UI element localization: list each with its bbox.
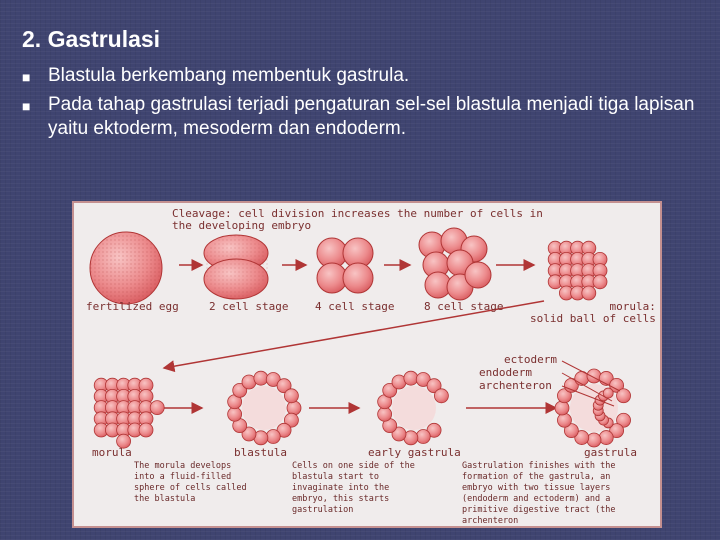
eight-cell-stage-cell	[419, 228, 491, 300]
early-gastrula-ring	[378, 371, 449, 445]
square-bullet-icon: ■	[22, 98, 31, 114]
bullet-item	[22, 64, 712, 88]
stage-label: 2 cell stage	[209, 300, 289, 313]
stage-note: The morula develops into a fluid-filled sphere of cells called the blastula	[134, 461, 247, 504]
stage-note: Gastrulation finishes with the formation of the gastrula, an embryo with two tissue layers (endoderm and ectoderm) and a primitive digestive tract (the archenteron	[462, 461, 616, 526]
stage-note: Cells on one side of the blastula start to invaginate into the embryo, this starts gastrulation	[292, 461, 415, 515]
stage-label: blastula	[234, 446, 287, 459]
diagram-caption: Cleavage: cell division increases the number of cells in the developing embryo	[172, 207, 543, 232]
morula-bottom-cluster	[94, 378, 164, 448]
gastrulation-diagram	[72, 201, 662, 528]
morula-cell-cluster	[548, 241, 607, 300]
layer-label: ectoderm	[504, 353, 557, 366]
stage-label: early gastrula	[368, 446, 461, 459]
stage-label: 4 cell stage	[315, 300, 395, 313]
bullet-text: Pada tahap gastrulasi terjadi pengaturan sel-sel blastula menjadi tiga lapisan yaitu ektoderm, mesoderm dan endoderm.	[48, 94, 695, 139]
stage-label: morula: solid ball of cells	[530, 300, 656, 325]
bullet-text: Blastula berkembang membentuk gastrula.	[48, 65, 410, 86]
four-cell-stage-cell	[317, 238, 373, 293]
bullet-item	[22, 93, 712, 141]
stage-label: gastrula	[584, 446, 637, 459]
slide-title: 2. Gastrulasi	[22, 26, 161, 52]
bullet-list	[22, 64, 712, 146]
stage-label: fertilized egg	[86, 300, 179, 313]
gastrula-ring	[555, 369, 631, 447]
layer-label: endoderm	[479, 366, 532, 379]
blastula-ring	[228, 371, 301, 445]
square-bullet-icon: ■	[22, 69, 31, 85]
stage-label: 8 cell stage	[424, 300, 504, 313]
layer-label: archenteron	[479, 379, 552, 392]
stage-label: morula	[92, 446, 132, 459]
fertilized-egg-cell	[90, 232, 162, 304]
two-cell-stage-cell	[204, 234, 268, 299]
